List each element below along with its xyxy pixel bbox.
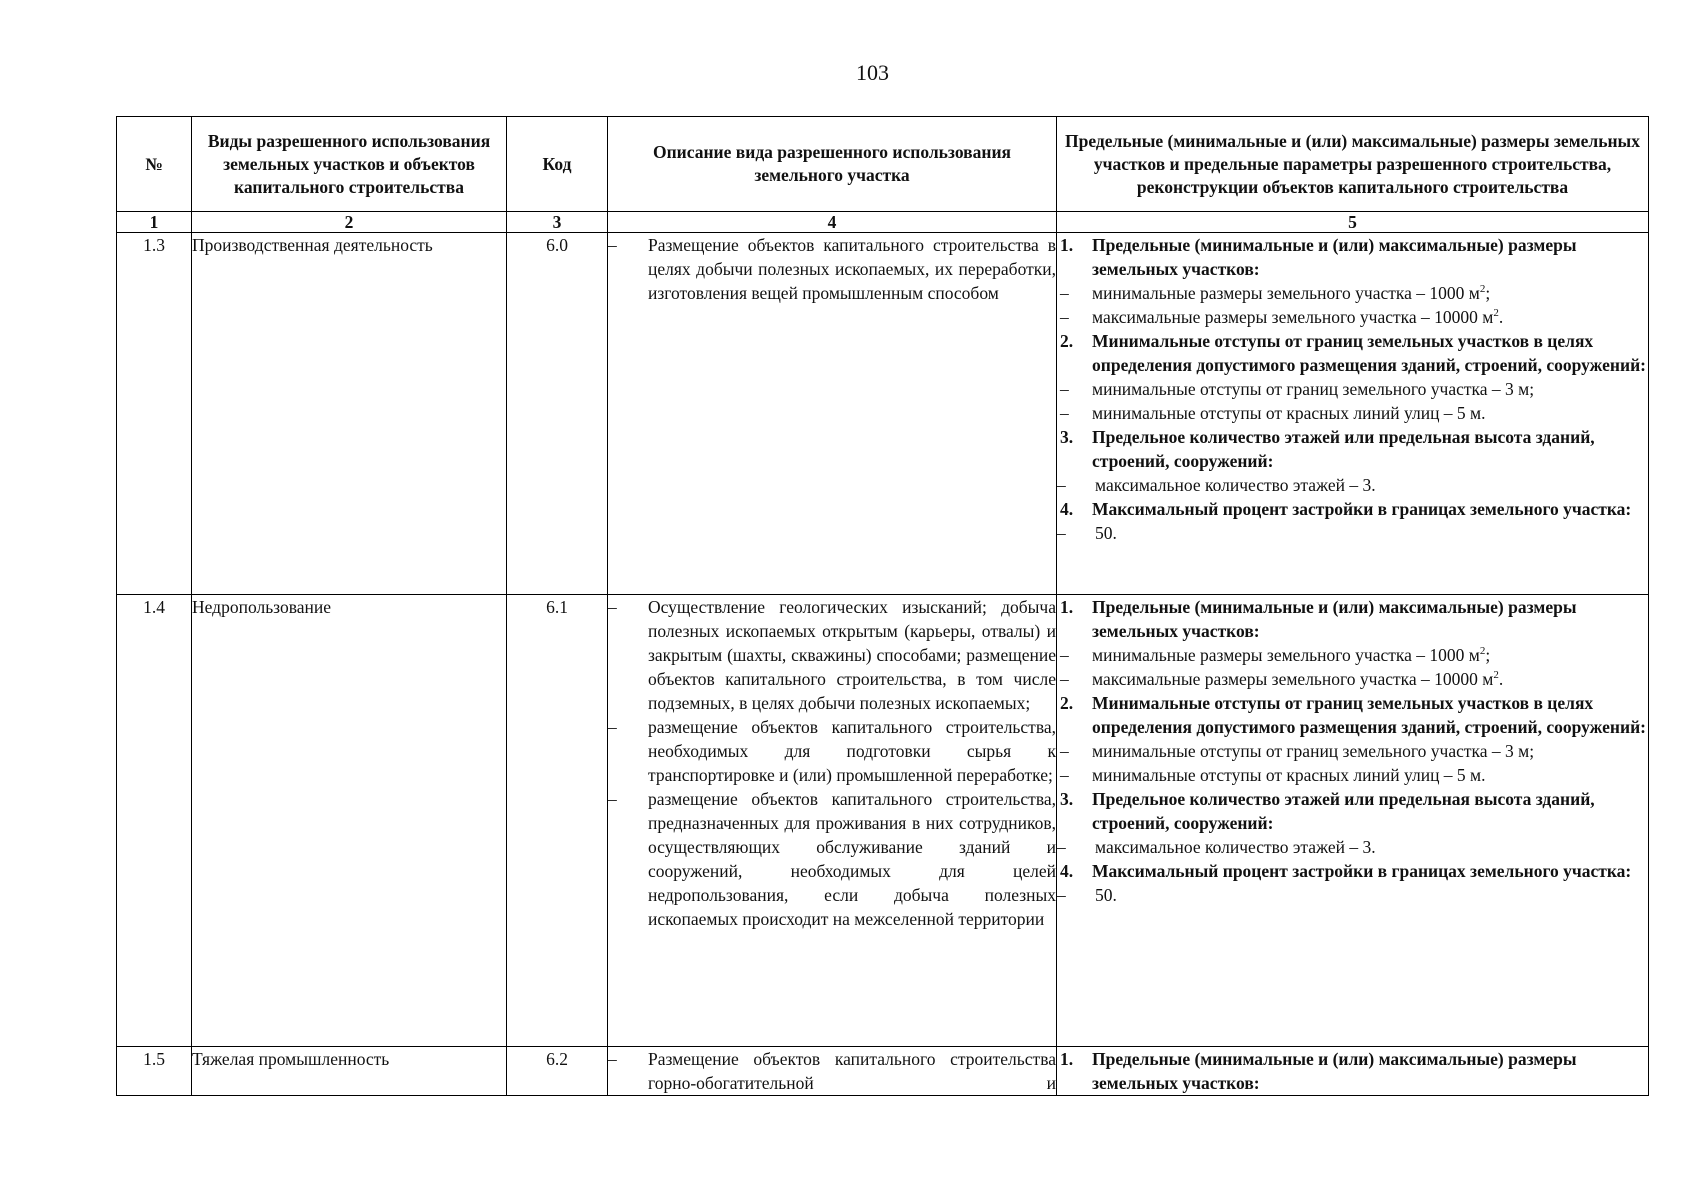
- param-heading: 1. Предельные (минимальные и (или) максимальные) размеры земельных участков:: [1060, 597, 1577, 641]
- header-number: №: [117, 117, 192, 212]
- land-use-table: [116, 116, 1649, 1096]
- header-code: Код: [507, 117, 608, 212]
- param-heading: 1. Предельные (минимальные и (или) максимальные) размеры земельных участков:: [1060, 235, 1577, 279]
- use-description: [608, 1047, 1057, 1096]
- use-parameters: [1057, 595, 1649, 1047]
- header-description: Описание вида разрешенного использования земельного участка: [608, 117, 1057, 212]
- column-number-row: [117, 212, 1649, 233]
- param-line: – минимальные размеры земельного участка – 1000 $м^2$;: [1060, 645, 1491, 665]
- use-description: [608, 595, 1057, 1047]
- description-item: [608, 1047, 1056, 1095]
- param-line: – минимальные отступы от красных линий улиц – 5 м.: [1060, 765, 1486, 785]
- column-number: 2: [192, 212, 507, 233]
- row-number: 1.3: [117, 233, 192, 595]
- use-parameters: [1057, 233, 1649, 595]
- param-heading: 2. Минимальные отступы от границ земельных участков в целях определения допустимого размещения зданий, строений, сооружений:: [1060, 331, 1646, 375]
- param-heading: 4. Максимальный процент застройки в границах земельного участка:: [1060, 499, 1632, 519]
- header-parameters: Предельные (минимальные и (или) максимальные) размеры земельных участков и предельные параметры разрешенного строительства, реконструкции объектов капитального строительства: [1057, 117, 1649, 212]
- header-use-type: Виды разрешенного использования земельных участков и объектов капитального строительства: [192, 117, 507, 212]
- use-description: [608, 233, 1057, 595]
- use-code: 6.1: [507, 595, 608, 1047]
- dash-marker: –: [608, 597, 617, 617]
- description-text: размещение объектов капитального строительства, предназначенных для проживания в них сотрудников, осуществляющих обслуживание зданий и сооружений, необходимых для целей недропользования, если добыча полезных ископаемых происходит на межселенной территории: [648, 789, 1056, 929]
- header-row: [117, 117, 1649, 212]
- param-line: – максимальное количество этажей – 3.: [1057, 837, 1376, 857]
- param-line: – минимальные отступы от красных линий улиц – 5 м.: [1060, 403, 1486, 423]
- description-text: размещение объектов капитального строительства, необходимых для подготовки сырья к транспортировке и (или) промышленной переработке;: [648, 717, 1056, 785]
- column-number: 1: [117, 212, 192, 233]
- page-number: 103: [856, 60, 889, 85]
- description-text: Размещение объектов капитального строительства в целях добычи полезных ископаемых, их переработки, изготовления вещей промышленным способом: [648, 235, 1056, 303]
- description-text: Осуществление геологических изысканий; добыча полезных ископаемых открытым (карьеры, отвалы) и закрытым (шахты, скважины) способами; размещение объектов капитального строительства, в том числе подземных, в целях добычи полезных ископаемых;: [648, 597, 1056, 713]
- param-heading: 3. Предельное количество этажей или предельная высота зданий, строений, сооружений:: [1060, 427, 1595, 471]
- description-item: [608, 787, 1056, 931]
- description-item: [608, 715, 1056, 787]
- use-type-name: Производственная деятельность: [192, 233, 507, 595]
- column-number: 5: [1057, 212, 1649, 233]
- column-number: 3: [507, 212, 608, 233]
- use-type-name: Тяжелая промышленность: [192, 1047, 507, 1096]
- param-heading: 4. Максимальный процент застройки в границах земельного участка:: [1060, 861, 1632, 881]
- column-number: 4: [608, 212, 1057, 233]
- description-item: [608, 233, 1056, 305]
- use-type-name: Недропользование: [192, 595, 507, 1047]
- param-line: – максимальные размеры земельного участка – 10000 $м^2$.: [1060, 669, 1504, 689]
- dash-marker: –: [608, 717, 617, 737]
- table-row: [117, 595, 1649, 1047]
- row-number: 1.4: [117, 595, 192, 1047]
- param-line: – максимальное количество этажей – 3.: [1057, 475, 1376, 495]
- param-line: – минимальные отступы от границ земельного участка – 3 м;: [1060, 379, 1535, 399]
- dash-marker: –: [608, 1049, 617, 1069]
- use-parameters: [1057, 1047, 1649, 1096]
- description-text: Размещение объектов капитального строительства горно-обогатительной и: [648, 1049, 1056, 1093]
- param-line: – максимальные размеры земельного участка – 10000 $м^2$.: [1060, 307, 1504, 327]
- dash-marker: –: [608, 235, 617, 255]
- param-line: – минимальные отступы от границ земельного участка – 3 м;: [1060, 741, 1535, 761]
- param-line: – минимальные размеры земельного участка – 1000 $м^2$;: [1060, 283, 1491, 303]
- param-line: – 50.: [1057, 523, 1117, 543]
- param-heading: 2. Минимальные отступы от границ земельных участков в целях определения допустимого размещения зданий, строений, сооружений:: [1060, 693, 1646, 737]
- param-heading: 1. Предельные (минимальные и (или) максимальные) размеры земельных участков:: [1060, 1049, 1577, 1093]
- use-code: 6.2: [507, 1047, 608, 1096]
- table-row: [117, 1047, 1649, 1096]
- table-row: [117, 233, 1649, 595]
- use-code: 6.0: [507, 233, 608, 595]
- description-item: [608, 595, 1056, 715]
- param-heading: 3. Предельное количество этажей или предельная высота зданий, строений, сооружений:: [1060, 789, 1595, 833]
- param-line: – 50.: [1057, 885, 1117, 905]
- dash-marker: –: [608, 789, 617, 809]
- row-number: 1.5: [117, 1047, 192, 1096]
